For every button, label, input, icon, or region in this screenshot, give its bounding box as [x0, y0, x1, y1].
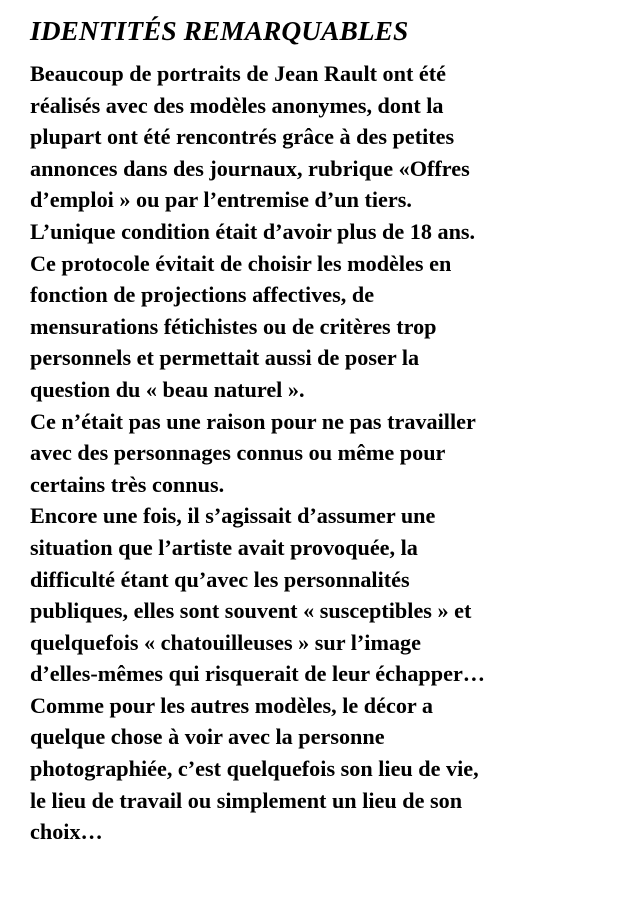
body-line: quelquefois « chatouilleuses » sur l’image	[30, 629, 421, 655]
body-line: quelque chose à voir avec la personne	[30, 724, 385, 750]
body-line: certains très connus.	[30, 471, 225, 497]
body-line: difficulté étant qu’avec les personnalités	[30, 566, 410, 592]
body-line: Beaucoup de portraits de Jean Rault ont été	[30, 61, 446, 86]
body-line: publiques, elles sont souvent « susceptibles » et	[30, 598, 472, 624]
document-title: IDENTITÉS REMARQUABLES	[30, 15, 409, 46]
body-line: réalisés avec des modèles anonymes, dont la	[30, 92, 444, 118]
body-line: Ce protocole évitait de choisir les modèles en	[30, 250, 452, 276]
body-line: photographiée, c’est quelquefois son lieu de vie,	[30, 756, 479, 782]
body-line: L’unique condition était d’avoir plus de 18 ans.	[30, 218, 476, 244]
body-line: question du « beau naturel ».	[30, 376, 305, 402]
body-line: situation que l’artiste avait provoquée, la	[30, 534, 418, 560]
body-line: Comme pour les autres modèles, le décor a	[30, 692, 434, 718]
body-line: choix…	[30, 819, 103, 845]
body-line: Encore une fois, il s’agissait d’assumer une	[30, 503, 436, 529]
body-line: le lieu de travail ou simplement un lieu de son	[30, 787, 463, 813]
document-page	[30, 14, 620, 848]
body-line: annonces dans des journaux, rubrique «Offres	[30, 155, 470, 181]
document-body	[30, 58, 620, 848]
body-line: fonction de projections affectives, de	[30, 282, 375, 308]
body-line: mensurations fétichistes ou de critères trop	[30, 313, 437, 339]
body-line: Ce n’était pas une raison pour ne pas travailler	[30, 408, 476, 434]
body-line: d’emploi » ou par l’entremise d’un tiers.	[30, 187, 412, 213]
body-line: d’elles-mêmes qui risquerait de leur échapper…	[30, 661, 485, 687]
body-line: plupart ont été rencontrés grâce à des petites	[30, 124, 455, 150]
body-line: avec des personnages connus ou même pour	[30, 440, 446, 466]
body-line: personnels et permettait aussi de poser la	[30, 345, 420, 371]
